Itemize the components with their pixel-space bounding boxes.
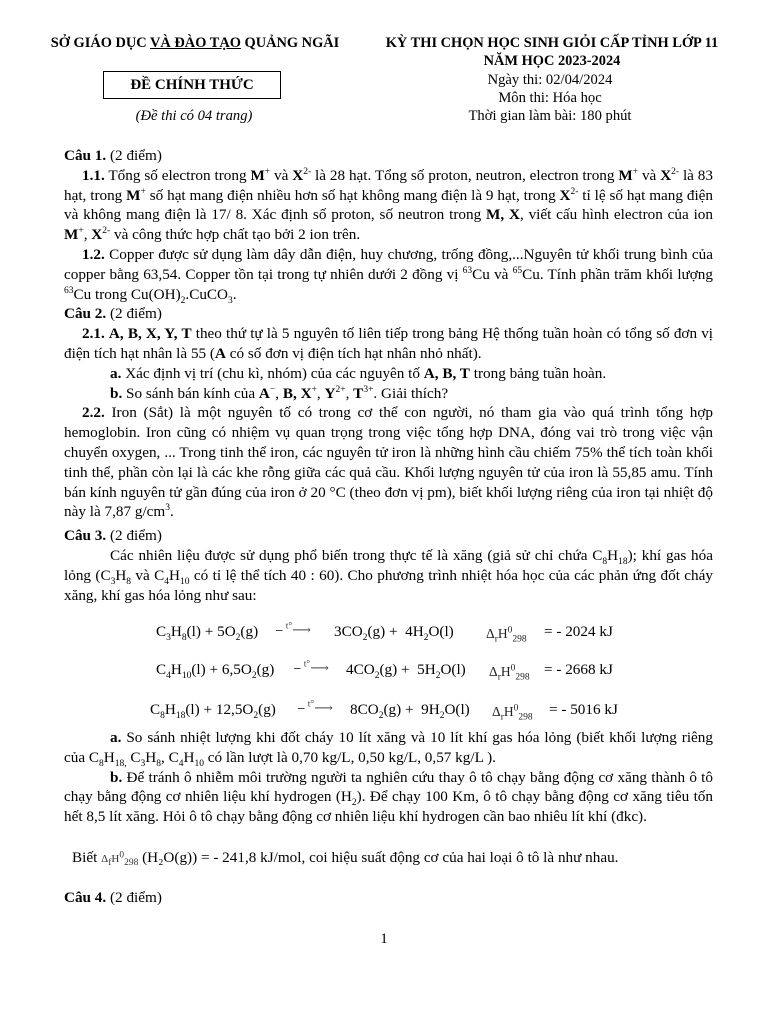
enthalpy-value-2: = - 2668 kJ (544, 661, 613, 678)
enthalpy-symbol-3: $\Delta_rH^0_{298}$ (492, 703, 533, 723)
question-1-heading: Câu 1. (2 điểm) (64, 147, 162, 164)
enthalpy-symbol-2: $\Delta_rH^0_{298}$ (489, 663, 530, 683)
question-3-parts (64, 728, 713, 827)
enthalpy-symbol-1: $\Delta_rH^0_{298}$ (486, 625, 527, 645)
equation-octane-products: $8CO_2(g) + 9H_2O(l)$ (350, 701, 470, 722)
question-2-heading: Câu 2. (2 điểm) (64, 305, 162, 323)
question-1-2: 1.2. Copper được sử dụng làm dây dẫn điện, huy chương, trống đồng,...Nguyên tử khối trung bình của copper bằng 63,54. Copper tồn tại trong tự nhiên dưới 2 đồng vị $^{63}$Cu và $^{65}$Cu. Tính phần trăm khối lượng $^{63}$Cu trong $Cu(OH)_2.CuCO_3$. (64, 245, 713, 306)
question-2-1a: a. Xác định vị trí (chu kì, nhóm) của các nguyên tố A, B, T trong bảng tuần hoàn. (110, 364, 607, 382)
reaction-arrow-icon: ⎯ $^{t^\circ}$⟶ (294, 659, 329, 675)
question-2-1b: b. So sánh bán kính của A−, B, X+, $Y^{2+}$, $T^{3+}$. Giải thích? (110, 384, 449, 402)
department-text-1: SỞ GIÁO DỤC (50, 35, 151, 51)
exam-duration: Thời gian làm bài: 180 phút (468, 108, 632, 124)
question-2-1: 2.1. A, B, X, Y, T theo thứ tự là 5 nguyên tố liên tiếp trong bảng Hệ thống tuần hoàn có tổng số đơn vị điện tích hạt nhân là 55 (A có số đơn vị điện tích hạt nhân nhỏ nhất). (64, 325, 714, 362)
reaction-arrow-icon: ⎯ $^{t^\circ}$⟶ (298, 699, 333, 715)
reaction-arrow-icon: ⎯ $^{t^\circ}$⟶ (276, 621, 311, 637)
question-3b: b. Để tránh ô nhiễm môi trường người ta nghiên cứu thay ô tô chạy bằng động cơ xăng thành ô tô chạy bằng động cơ nhiên liệu khí hydrogen $(H_2)$. Để chạy 100 Km, ô tô chạy bằng động cơ xăng tiêu tốn hết 8,5 lít xăng. Hỏi ô tô chạy bằng động cơ nhiên liệu khí hydrogen cần bao nhiêu lít khí (đkc). (64, 768, 713, 826)
question-3a: a. So sánh nhiệt lượng khi đốt cháy 10 lít xăng và 10 lít khí gas hóa lỏng (biết khối lượng riêng của $C_8H_{18,}$ $C_3H_8$, $C_4H_{10}$ có lần lượt là 0,70 kg/L, 0,50 kg/L, 0,57 kg/L ). (64, 729, 713, 769)
question-4-heading: Câu 4. (2 điểm) (64, 889, 162, 906)
department-text-3: QUẢNG NGÃI (240, 35, 340, 51)
question-3-heading: Câu 3. (2 điểm) (64, 527, 162, 545)
department-text-2: VÀ ĐÀO TẠO (150, 35, 241, 51)
question-3-intro: Các nhiên liệu được sử dụng phổ biến trong thực tế là xăng (giả sử chỉ chứa $C_8H_{18}$); khí gas hóa lỏng ($C_3H_8$ và $C_4H_{10}$ có tỉ lệ thể tích 40 : 60). Cho phương trình nhiệt hóa học của các phản ứng đốt cháy xăng, khí gas hóa lỏng như sau: (64, 546, 713, 604)
equation-propane: $C_3H_8(l) + 5O_2(g)$ (156, 623, 259, 644)
enthalpy-value-1: = - 2024 kJ (544, 623, 613, 640)
exam-title-line1: KỲ THI CHỌN HỌC SINH GIỎI CẤP TỈNH LỚP 11 (385, 35, 719, 51)
question-1-1: 1.1. Tổng số electron trong M+ và $X^{2-}$ là 28 hạt. Tổng số proton, neutron, electron trong M+ và $X^{2-}$ là 83 hạt, trong M+ số hạt mang điện nhiều hơn số hạt không mang điện là 9 hạt, trong $X^{2-}$ tỉ lệ số hạt mang điện và không mang điện là 17/ 8. Xác định số proton, số neutron trong M, X, viết cấu hình electron của ion M+, $X^{2-}$ và công thức hợp chất tạo bởi 2 ion trên. (64, 166, 713, 244)
exam-subject: Môn thi: Hóa học (498, 90, 602, 106)
page-number: 1 (380, 931, 388, 947)
exam-date: Ngày thi: 02/04/2024 (487, 72, 613, 88)
equation-octane: $C_8H_{18}(l) + 12,5O_2(g)$ (150, 701, 276, 722)
given-data: Biết $\Delta_fH^0_{298}$ (H₂O(g)) = - 241,8 kJ/mol, coi hiệu suất động cơ của hai loại ô tô là như nhau. (72, 849, 619, 869)
equation-butane-products: $4CO_2(g) + 5H_2O(l)$ (346, 661, 466, 682)
exam-title-line2: NĂM HỌC 2023-2024 (483, 53, 621, 69)
exam-title (362, 34, 742, 70)
equation-propane-products: $3CO_2(g) + 4H_2O(l)$ (334, 623, 454, 644)
question-2-2: 2.2. Iron (Sắt) là một nguyên tố có trong cơ thể con người, nó tham gia vào quá trình tổng hợp hemoglobin. Iron cũng có nhiệm vụ quan trọng trong việc tổng hợp DNA, đóng vai trò trong việc vận chuyển oxygen, ... Trong tinh thể iron, các nguyên tử iron là những hình cầu chiếm 75% thể tích toàn khối tinh thể, phần còn lại là các khe rỗng giữa các quả cầu. Khối lượng nguyên tử của iron là 55,85 amu. Tính bán kính nguyên tử gần đúng của iron ở 20 °C (theo đơn vị pm), biết khối lượng riêng của iron tại nhiệt độ này là 7,87 $g/cm^3$. (64, 404, 713, 521)
department-name (36, 34, 354, 52)
pages-note: (Đề thi có 04 trang) (135, 108, 253, 124)
enthalpy-value-3: = - 5016 kJ (549, 701, 618, 718)
exam-body (64, 146, 713, 605)
equation-butane: $C_4H_{10}(l) + 6,5O_2(g)$ (156, 661, 275, 682)
official-exam-box: ĐỀ CHÍNH THỨC (103, 71, 281, 99)
